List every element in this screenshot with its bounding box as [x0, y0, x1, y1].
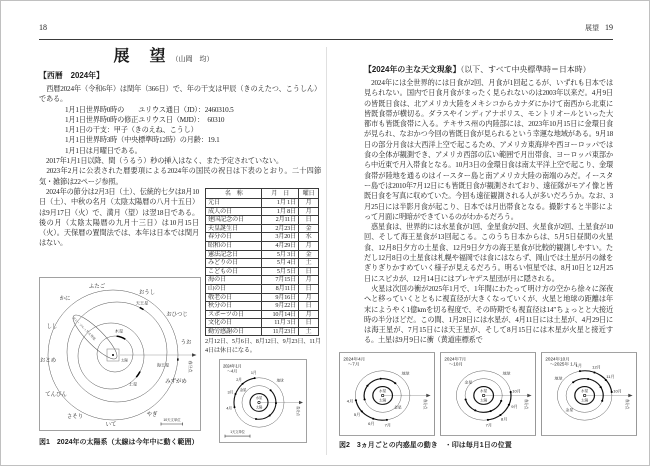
holiday-table-cell: 10月14日 [262, 310, 299, 319]
holiday-table-cell: 3月20日 [262, 233, 299, 242]
holiday-table-cell: 月 [299, 198, 319, 207]
month-label: 5月 [353, 412, 361, 418]
data-line-eto: 1月1日の干支：甲子（きのえね、こうし） [65, 126, 198, 135]
fig1-solar-system-diagram [39, 277, 201, 431]
zodiac-label: やぎ [146, 412, 158, 418]
venus-label: 金星 [393, 405, 402, 410]
holiday-table-cell: 11月23日 [262, 327, 299, 336]
inner-planet-diagram-oct-jan [541, 352, 637, 436]
page-number-right: 19 [605, 23, 613, 32]
fig1-caption-label: 図1 [39, 439, 50, 446]
equinox-label: 春分点 [188, 360, 193, 373]
equinox-arrow-icon [192, 353, 197, 357]
holiday-table-row [206, 284, 319, 293]
holiday-table-cell: 土 [299, 327, 319, 336]
holiday-table-row [206, 241, 319, 250]
month-label: 3月 [227, 390, 234, 395]
fig2-caption-text: 3ヵ月ごとの内惑星の動き ・印は毎月1日の位置 [349, 442, 512, 449]
zodiac-label: ふたご [88, 284, 106, 290]
month-label: 10月 [613, 388, 622, 394]
holiday-table-cell: 文化の日 [206, 319, 262, 328]
holiday-table-row [206, 319, 319, 328]
holiday-table-cell: 5月 5日 [262, 267, 299, 276]
panel-period-label: 2024年1月 [223, 363, 242, 369]
holiday-table-cell: 元日 [206, 198, 262, 207]
month-label: 10月 [512, 388, 521, 394]
sun-label: 太陽 [378, 398, 387, 403]
zodiac-label: おとめ [39, 358, 57, 364]
holiday-table-cell: こどもの日 [206, 267, 262, 276]
zodiac-label: おひつじ [166, 312, 188, 318]
fig1-caption [39, 437, 309, 447]
sun-label: 太陽 [580, 398, 589, 403]
holiday-col-date: 月 日 [262, 188, 299, 198]
holiday-table-cell: 月 [299, 241, 319, 250]
holiday-table-cell: 日 [299, 319, 319, 328]
planet-label-jupiter: 木星 [114, 328, 124, 334]
sun-symbol [583, 394, 586, 396]
venus-label: 金星 [464, 380, 473, 385]
holiday-table [205, 188, 319, 337]
holiday-table-cell: 日 [299, 267, 319, 276]
zodiac-label: しし [46, 324, 58, 330]
holiday-table-cell: 山の日 [206, 284, 262, 293]
holiday-table-cell: スポーツの日 [206, 310, 262, 319]
planet-label-neptune: 海王星 [156, 362, 170, 368]
holiday-table-cell: 2月11日 [262, 216, 299, 225]
earth-label: 地球 [276, 378, 284, 383]
data-line-weekday: 1月1日は月曜日である。 [65, 146, 142, 155]
scale-label: 1天文単位 [230, 429, 245, 434]
venus-label: 金星 [565, 407, 574, 412]
panel-period-label: 〜10月 [448, 361, 463, 367]
earth-motion-arc [234, 378, 255, 407]
paragraph: 2023年2月に公表された暦要項による2024年の国民の祝日は下表のとおり。二十四節気・雑節は22ページ参照。 [39, 167, 321, 186]
sun-label: 太陽 [479, 398, 488, 403]
zodiac-label: かに [59, 296, 71, 302]
sun-symbol [381, 394, 384, 396]
month-label: 1月 [250, 370, 257, 375]
holiday-table-row [206, 293, 319, 302]
equinox-arrow-icon [299, 400, 303, 404]
section-heading-note: （以下、すべて中央標準時＝日本時） [460, 65, 591, 74]
paragraph: 2024年の節分は2月3日（土）、伝統的七夕は8月10日（土）、中秋の名月（太陰太陽暦の八月十五日）は9月17日（火）で、満月（望）は翌18日である。後の月（太陰太陽暦の九月十三日）は10月15日（火）。天保暦の置閏法では、本年は日本では閏月はない。 [39, 187, 199, 248]
holiday-table-row [206, 216, 319, 225]
article-title-block [1, 43, 326, 66]
panel-period-label: 2024年7月 [444, 356, 467, 362]
holiday-table-cell: 海の日 [206, 276, 262, 285]
mercury-label: 水星 [378, 389, 387, 393]
holiday-table-cell: 8月11日 [262, 284, 299, 293]
holiday-table-row [206, 250, 319, 259]
holiday-table-cell: 日 [299, 216, 319, 225]
sun-label: 太陽 [121, 358, 128, 363]
inner-planet-diagram-jul-oct [440, 352, 536, 436]
mercury-label: 水星 [255, 395, 263, 400]
holiday-table-cell: 土 [299, 259, 319, 268]
equinox-arrow-icon [426, 394, 430, 398]
holiday-table-cell: 月 [299, 207, 319, 216]
inner-planet-diagram-apr-jul [339, 352, 435, 436]
paragraph: 西暦2024年（令和6年）は閏年（366日）で、年の干支は甲辰（きのえたつ、こうしん）である。 [39, 85, 321, 104]
zodiac-label: うお [180, 340, 192, 346]
paragraph: 惑星食は、世界的には水星食が1回、金星食が2回、火星食が2回、土星食が10回、そして海王星食が13回起こる。このうち日本からは、5月5日昼間の火星食、12月8日夕方の土星食、12月9日夕方の海王星食が比較的観測しやすい。ただし12月8日の土星食は札幌や福岡では食にはならず、岡山では土星が月の縁をぎりぎりかすめていく様子が見えるだろう。明るい恒星では、8月10日と12月25日にスピカが、12月14日にはプレヤデス星団が月に隠される。 [364, 223, 613, 283]
earth-label: 地球 [401, 371, 410, 376]
paragraph: 2017年1月1日以降、閏（うるう）秒の挿入はなく、また予定されていない。 [39, 157, 283, 166]
month-label: 4月 [226, 406, 232, 411]
equinox-label: 春分点 [423, 398, 428, 410]
sun-label: 太陽 [255, 405, 263, 410]
header-rule [39, 39, 613, 40]
month-label: 8月 [500, 416, 508, 422]
fig2-caption-label: 図2 [339, 442, 350, 449]
fig2-caption [339, 440, 629, 450]
section-heading-phenomena [364, 64, 613, 75]
panel-period-label: 〜2025年 1月 [549, 361, 578, 367]
month-label: 12月 [592, 364, 601, 370]
holiday-table-cell: 秋分の日 [206, 302, 262, 311]
holiday-table-row [206, 224, 319, 233]
running-header: 展望 [585, 24, 599, 32]
equinox-label: 春分点 [524, 398, 529, 410]
holiday-table-header-row [206, 188, 319, 198]
holiday-table-cell: 1月 1日 [262, 198, 299, 207]
holiday-table-cell: 昭和の日 [206, 241, 262, 250]
equinox-label: 春分点 [625, 398, 630, 410]
paragraph: 2024年には全世界的には日食が2回、月食が1回起こるが、いずれも日本では見られない。国内で日食月食がまったく見られないのは2003年以来だ。4月9日の皆既日食は、北アメリカ大陸をメキシコからカナダにかけて南西から北東に皆既食帯が横切る。ダラスやインディアナポリス、モントリオールといった大都市も皆既食帯に入る。テキサス州の内陸部には、2023年10月15日に金環日食が見られ、なおかつ今回の皆既日食が見られるという幸運な地域がある。9月18日の部分月食は大西洋上空で起こるため、アメリカ東海岸や西ヨーロッパでは食の全体が観測でき、アメリカ西部の広い範囲で月出帯食、ヨーロッパ東部から中近東で月入帯食となる。10月3日の金環日食は南太平洋上空で起こり、金環食帯が陸地を通るのはイースター島と南アメリカ大陸の南端のみだ。イースター島では2010年7月12日にも皆既日食が観測されており、遠征隊がモアイ像と皆既日食を写真に収めていた。今回も遠征観測される人が多いだろうか。なお、3月25日には半影月食が起こり、日本では月出帯食となる。撮影すると半影によって月面に明暗ができているのがわかるだろう。 [364, 79, 613, 221]
holiday-table-row [206, 259, 319, 268]
holiday-table-row [206, 302, 319, 311]
planet-label-saturn: 土星 [128, 381, 138, 387]
holiday-table-row [206, 276, 319, 285]
article-title: 展 望 [113, 48, 168, 65]
holiday-table-cell: 建国記念の日 [206, 216, 262, 225]
mercury-label: 水星 [479, 389, 488, 393]
right-page-body [364, 64, 613, 346]
planet-label-uranus: 天王星 [135, 300, 149, 306]
holiday-table-cell: 5月 4日 [262, 259, 299, 268]
scale-label: 10天文単位 [163, 418, 181, 422]
zodiac-label: みずがめ [165, 379, 187, 385]
holiday-table-cell: 7月15日 [262, 276, 299, 285]
data-line-jd: 1月1日世界時0時の ユリウス通日（JD）：2460310.5 [65, 105, 234, 114]
holiday-table-cell: 日 [299, 284, 319, 293]
fig2-panels-row [339, 352, 637, 436]
holiday-table-block [205, 188, 321, 443]
holiday-table-cell: みどりの日 [206, 259, 262, 268]
holiday-table-cell: 春分の日 [206, 233, 262, 242]
section-heading-seireki: 【西暦 2024年】 [39, 71, 104, 80]
data-line-moon-age: 1月1日世界時3時（中央標準時12時）の月齢：19.1 [65, 136, 220, 145]
holiday-table-cell: 金 [299, 250, 319, 259]
holiday-table-cell: 金 [299, 224, 319, 233]
zodiac-label: てんびん [45, 392, 67, 398]
holiday-table-row [206, 233, 319, 242]
page-number-left: 18 [39, 23, 47, 32]
earth-motion-arc [353, 400, 387, 420]
earth-label: 地球 [554, 376, 563, 381]
month-label: 7月 [485, 422, 493, 428]
holiday-table-cell: 月 [299, 310, 319, 319]
paragraph: 火星は次回の衝が2025年1月で、1年間にわたって明け方の空から徐々に深夜へと移っていくとともに視直径が大きくなっていくが、火星と地球の距離は年末にようやく1億kmを切る程度で、その時期でも視直径は14″ちょっとと大接近時の半分ほどだ。この間、1月28日には水星が、4月11日には土星が、4月29日には海王星が、7月15日には天王星が、そして8月15日には木星が火星と接近する。土星は9月9日に衝（黄道座標系で [364, 284, 613, 345]
month-label: 6月 [368, 421, 375, 427]
holiday-col-weekday: 曜日 [299, 188, 319, 198]
article-author: （山岡 均） [171, 55, 214, 63]
holiday-table-row [206, 207, 319, 216]
data-line-mjd: 1月1日世界時0時の修正ユリウス日（MJD）： 60310 [65, 115, 225, 124]
holiday-table-cell: 4月29日 [262, 241, 299, 250]
holiday-table-cell: 2月23日 [262, 224, 299, 233]
equinox-arrow-icon [527, 394, 531, 398]
holiday-table-cell: 11月 3日 [262, 319, 299, 328]
holiday-table-row [206, 310, 319, 319]
holiday-table-cell: 月 [299, 276, 319, 285]
earth-motion-arc [488, 392, 511, 420]
month-label: 4月 [346, 398, 354, 404]
holiday-note: 2月12日、5月6日、8月12日、9月23日、11月4日は休日になる。 [205, 338, 321, 355]
holiday-table-cell: 5月 3日 [262, 250, 299, 259]
holiday-table-cell: 成人の日 [206, 207, 262, 216]
zodiac-label: おうし [138, 290, 156, 296]
holiday-table-cell: 9月22日 [262, 302, 299, 311]
month-label: 1月 [575, 363, 583, 369]
holiday-table-cell: 月 [299, 293, 319, 302]
section-heading-text: 【2024年の主な天文現象】 [364, 65, 461, 74]
holiday-table-cell: 日 [299, 302, 319, 311]
earth-label: 地球 [502, 371, 511, 376]
panel-period-label: 2024年4月 [343, 356, 366, 362]
inner-planet-diagram-jan-apr [219, 359, 307, 443]
fig1-caption-text: 2024年の太陽系（太線は今年中に動く範囲） [49, 439, 199, 446]
month-label: 9月 [511, 404, 518, 410]
zodiac-label: さそり [66, 414, 84, 420]
holiday-table-cell: 勤労感謝の日 [206, 327, 262, 336]
zodiac-label: いて [105, 422, 117, 428]
holiday-col-name: 名 称 [206, 188, 262, 198]
sun-symbol [112, 354, 114, 356]
comet-label: ポン・ブルックス彗星 [71, 315, 97, 342]
panel-period-label: 〜7月 [347, 361, 360, 367]
page-header-right [471, 23, 613, 33]
month-label: 11月 [606, 374, 615, 379]
equinox-label: 春分点 [295, 405, 301, 416]
page-gutter-line [326, 47, 327, 455]
month-label: 2月 [236, 377, 242, 382]
equinox-arrow-icon [628, 394, 632, 398]
holiday-table-row [206, 198, 319, 207]
holiday-table-row [206, 327, 319, 336]
sun-symbol [482, 394, 485, 396]
panel-period-label: 2024年10月 [545, 356, 570, 362]
holiday-table-cell: 憲法記念日 [206, 250, 262, 259]
panel-period-label: 〜4月 [227, 368, 238, 374]
month-label: 7月 [384, 422, 392, 428]
venus-label: 金星 [239, 387, 247, 392]
sun-symbol [258, 401, 260, 403]
mercury-label: 水星 [580, 389, 589, 393]
holiday-table-cell: 9月16日 [262, 293, 299, 302]
holiday-table-cell: 水 [299, 233, 319, 242]
holiday-table-cell: 天皇誕生日 [206, 224, 262, 233]
holiday-table-row [206, 267, 319, 276]
holiday-table-cell: 敬老の日 [206, 293, 262, 302]
holiday-table-cell: 1月 8日 [262, 207, 299, 216]
